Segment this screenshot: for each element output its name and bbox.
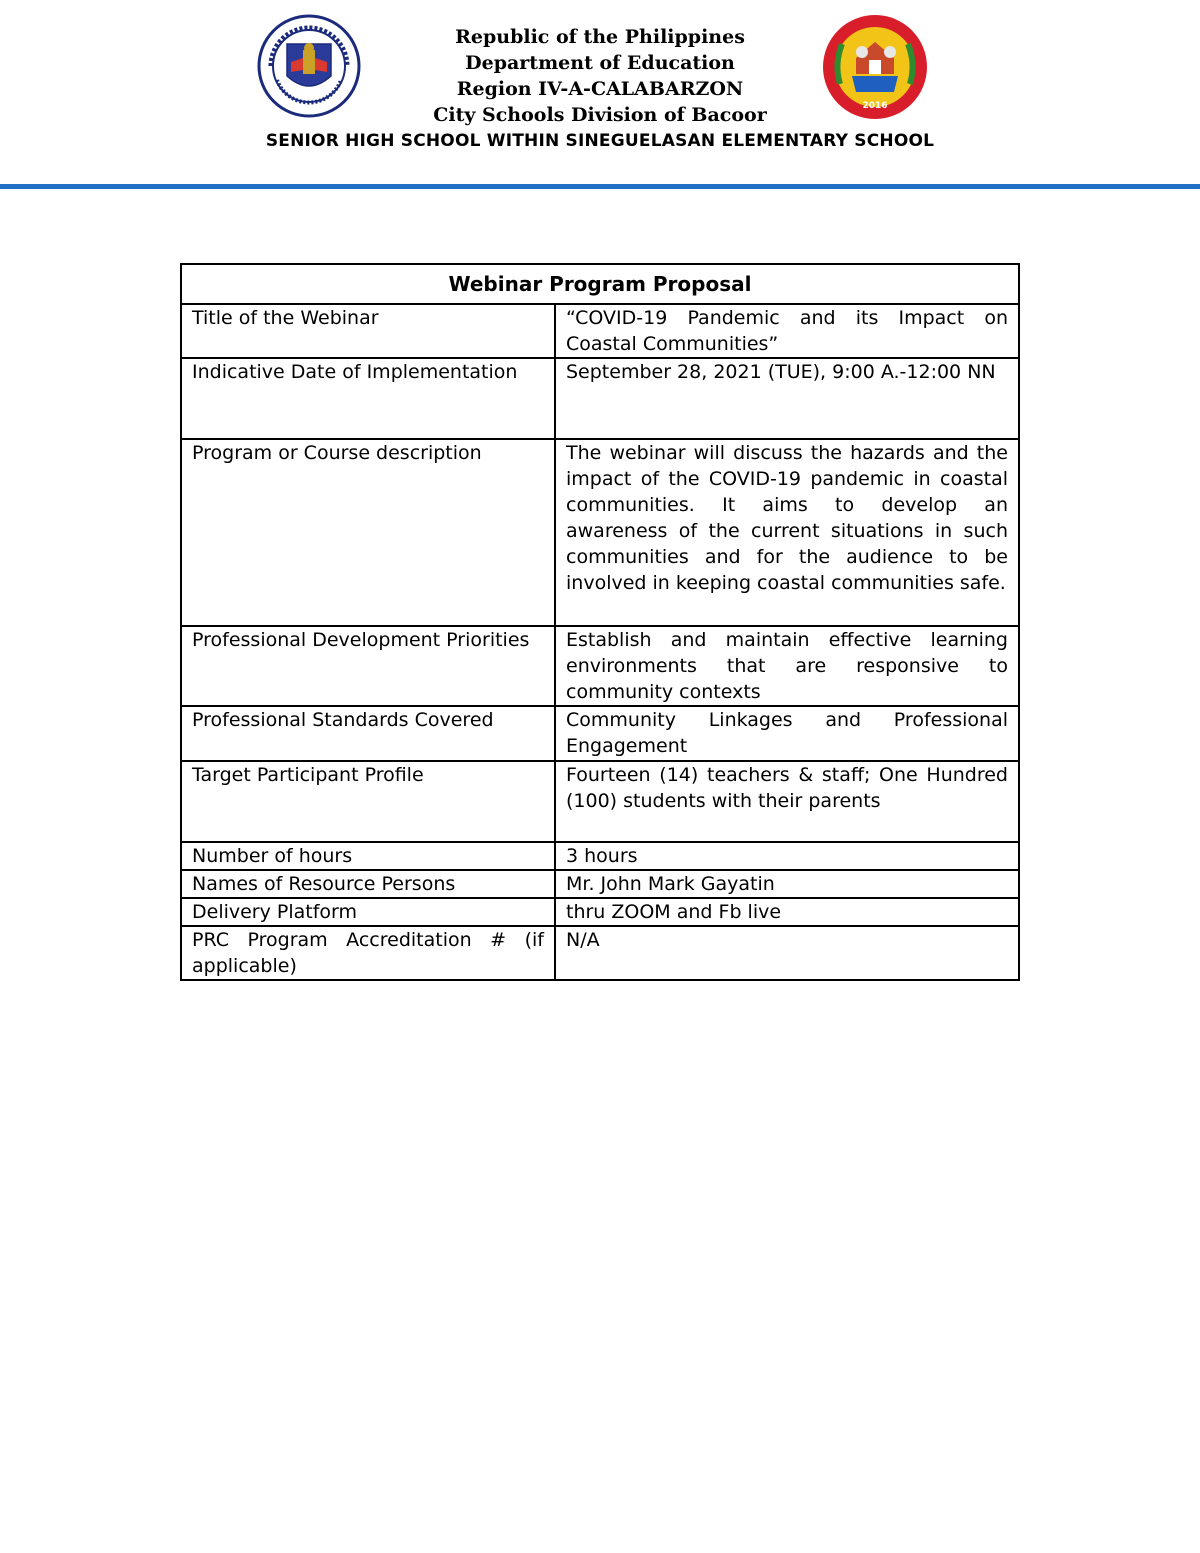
- row-label: Number of hours: [181, 842, 555, 870]
- table-row: [181, 626, 1019, 706]
- row-value: thru ZOOM and Fb live: [555, 898, 1019, 926]
- row-label: Delivery Platform: [181, 898, 555, 926]
- row-label: Target Participant Profile: [181, 761, 555, 842]
- row-value: Mr. John Mark Gayatin: [555, 870, 1019, 898]
- header-line-department: Department of Education: [465, 52, 735, 74]
- table-row: [181, 439, 1019, 626]
- row-value: Community Linkages and Professional Engagement: [555, 706, 1019, 761]
- row-label: Professional Development Priorities: [181, 626, 555, 706]
- school-name: SENIOR HIGH SCHOOL WITHIN SINEGUELASAN ELEMENTARY SCHOOL: [265, 131, 935, 151]
- row-value: September 28, 2021 (TUE), 9:00 A.-12:00 NN: [555, 358, 1019, 439]
- svg-text:2016: 2016: [862, 101, 888, 111]
- row-label: Professional Standards Covered: [181, 706, 555, 761]
- table-row: [181, 761, 1019, 842]
- row-value: 3 hours: [555, 842, 1019, 870]
- letterhead-lines: [0, 24, 1200, 128]
- table-row: [181, 358, 1019, 439]
- proposal-table: [180, 263, 1020, 981]
- table-row: [181, 706, 1019, 761]
- table-row: [181, 842, 1019, 870]
- header-line-republic: Republic of the Philippines: [455, 26, 745, 48]
- school-seal-logo: [822, 14, 928, 120]
- row-label: Title of the Webinar: [181, 304, 555, 358]
- row-value: Fourteen (14) teachers & staff; One Hundred (100) students with their parents: [555, 761, 1019, 842]
- table-row: [181, 870, 1019, 898]
- header-line-region: Region IV-A-CALABARZON: [456, 78, 744, 100]
- table-row: [181, 926, 1019, 980]
- table-title-row: [181, 264, 1019, 304]
- table-row: [181, 898, 1019, 926]
- letterhead: [0, 0, 1200, 195]
- row-value: “COVID-19 Pandemic and its Impact on Coastal Communities”: [555, 304, 1019, 358]
- row-value: Establish and maintain effective learning environments that are responsive to community contexts: [555, 626, 1019, 706]
- row-value: The webinar will discuss the hazards and the impact of the COVID-19 pandemic in coastal communities. It aims to develop an awareness of the current situations in such communities and for the audience to be involved in keeping coastal communities safe.: [555, 439, 1019, 626]
- row-label: Indicative Date of Implementation: [181, 358, 555, 439]
- table-title: Webinar Program Proposal: [181, 264, 1019, 304]
- row-label: Names of Resource Persons: [181, 870, 555, 898]
- header-divider: [0, 184, 1200, 189]
- header-line-division: City Schools Division of Bacoor: [433, 104, 767, 126]
- row-label: Program or Course description: [181, 439, 555, 626]
- row-value: N/A: [555, 926, 1019, 980]
- table-row: [181, 304, 1019, 358]
- row-label: PRC Program Accreditation # (if applicable): [181, 926, 555, 980]
